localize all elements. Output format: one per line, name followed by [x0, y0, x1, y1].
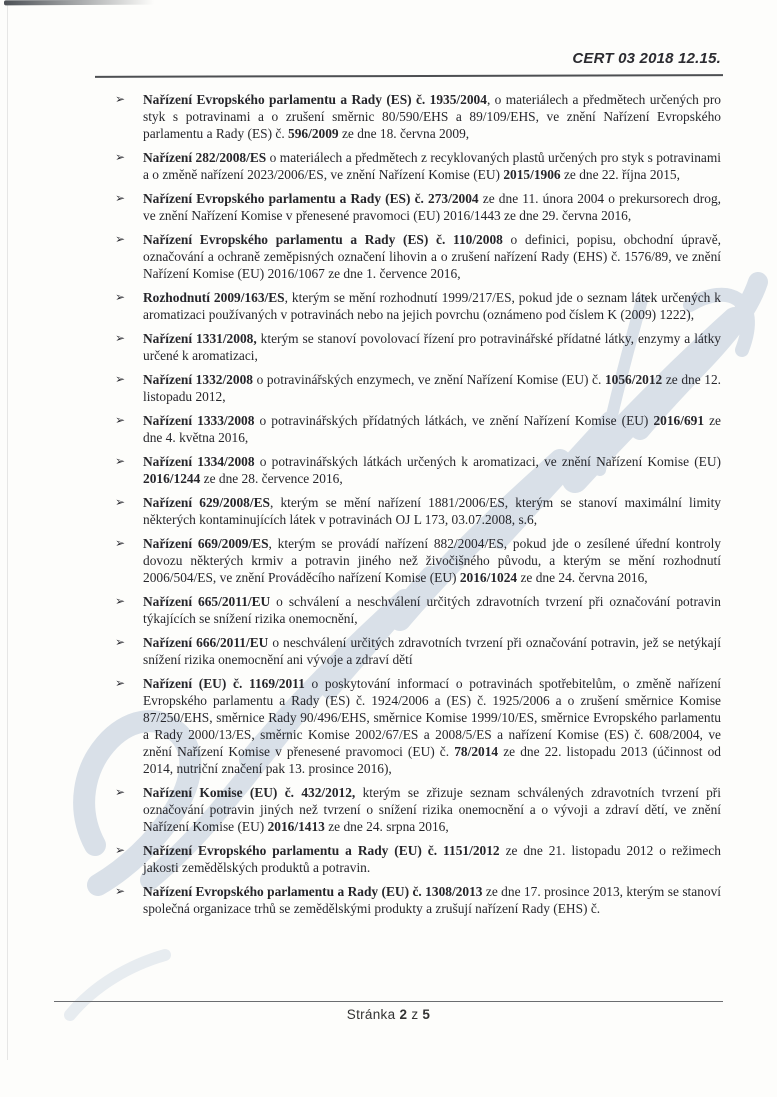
list-item	[115, 231, 721, 282]
arrow-bullet-icon: ➢	[115, 191, 126, 205]
arrow-bullet-icon: ➢	[115, 635, 126, 649]
list-item-text: Nařízení Evropského parlamentu a Rady (ES) č. 1935/2004, o materiálech a předmětech určených pro styk s potravinami a o zrušení směrnic 80/590/EHS a 89/109/EHS, ve znění Nařízení Evropského parlamentu a Rady (ES) č. 596/2009 ze dne 18. června 2009,	[143, 92, 721, 141]
arrow-bullet-icon: ➢	[115, 454, 126, 468]
list-item	[115, 593, 721, 627]
list-item	[115, 675, 721, 777]
arrow-bullet-icon: ➢	[115, 884, 126, 898]
list-item-text: Nařízení 666/2011/EU o neschválení určitých zdravotních tvrzení při označování potravin, jež se netýkají snížení rizika onemocnění ani vývoje a zdraví dětí	[143, 635, 721, 667]
list-item	[115, 883, 722, 917]
arrow-bullet-icon: ➢	[115, 290, 126, 304]
list-item	[115, 634, 721, 668]
list-item	[115, 535, 721, 586]
list-item-text: Nařízení 282/2008/ES o materiálech a předmětech z recyklovaných plastů určených pro styk s potravinami a o změně nařízení 2023/2006/ES, ve znění Nařízení Komise (EU) 2015/1906 ze dne 22. října 2015,	[143, 150, 721, 182]
arrow-bullet-icon: ➢	[115, 150, 126, 164]
list-item	[115, 149, 721, 183]
header-rule	[95, 74, 723, 78]
arrow-bullet-icon: ➢	[115, 331, 126, 345]
arrow-bullet-icon: ➢	[115, 232, 126, 246]
document-code: CERT 03 2018 12.15.	[572, 50, 721, 67]
list-item-text: Nařízení 669/2009/ES, kterým se provádí nařízení 882/2004/ES, pokud jde o zesílené úřední kontroly dovozu některých krmiv a potravin jiného než živočišného původu, a kterým se mění rozhodnutí 2006/504/ES, ve znění Prováděcího nařízení Komise (EU) 2016/1024 ze dne 24. června 2016,	[143, 536, 721, 585]
arrow-bullet-icon: ➢	[115, 594, 126, 608]
list-item-text: Nařízení 1332/2008 o potravinářských enzymech, ve znění Nařízení Komise (EU) č. 1056/2012 ze dne 12. listopadu 2012,	[143, 372, 721, 404]
arrow-bullet-icon: ➢	[115, 676, 126, 690]
list-item-text: Nařízení Evropského parlamentu a Rady (ES) č. 110/2008 o definici, popisu, obchodní úpravě, označování a ochraně zeměpisných označení lihovin a o zrušení nařízení Rady (EHS) č. 1576/89, ve znění Nařízení Komise (EU) 2016/1067 ze dne 1. července 2016,	[143, 232, 721, 281]
arrow-bullet-icon: ➢	[115, 536, 126, 550]
list-item	[115, 453, 721, 487]
arrow-bullet-icon: ➢	[115, 413, 126, 427]
list-item	[115, 784, 721, 835]
list-item-text: Nařízení 1331/2008, kterým se stanoví povolovací řízení pro potravinářské přídatné látky, enzymy a látky určené k aromatizaci,	[143, 331, 721, 363]
arrow-bullet-icon: ➢	[115, 372, 126, 386]
list-item-text: Nařízení (EU) č. 1169/2011 o poskytování informací o potravinách spotřebitelům, o změně nařízení Evropského parlamentu a Rady (ES) č. 1924/2006 a (ES) č. 1925/2006 a o zrušení směrnice Komise 87/250/EHS, směrnice Rady 90/496/EHS, směrnice Komise 1999/10/ES, směrnice Evropského parlamentu a Rady 2000/13/ES, směrnic Komise 2002/67/ES a 2008/5/ES a nařízení Komise (ES) č. 608/2004, ve znění Nařízení Komise v přenesené pravomoci (EU) č. 78/2014 ze dne 22. listopadu 2013 (účinnost od 2014, nutriční značení pak 13. prosince 2016),	[143, 676, 721, 776]
list-item-text: Nařízení Evropského parlamentu a Rady (EU) č. 1308/2013 ze dne 17. prosince 2013, kterým se stanoví společná organizace trhů se zemědělskými produkty a zrušují nařízení Rady (EHS) č.	[143, 884, 722, 916]
list-item-text: Nařízení Komise (EU) č. 432/2012, kterým se zřizuje seznam schválených zdravotních tvrzení při označování potravin jiných než tvrzení o snížení rizika onemocnění a o vývoji a zdraví dětí, ve znění Nařízení Komise (EU) 2016/1413 ze dne 24. srpna 2016,	[143, 785, 721, 834]
list-item-text: Nařízení 665/2011/EU o schválení a neschválení určitých zdravotních tvrzení při označování potravin týkajících se snížení rizika onemocnění,	[143, 594, 721, 626]
list-item	[115, 412, 721, 446]
list-item	[115, 91, 721, 142]
list-item	[115, 842, 721, 876]
list-item-text: Nařízení 1334/2008 o potravinářských látkách určených k aromatizaci, ve znění Nařízení Komise (EU) 2016/1244 ze dne 28. července 2016,	[143, 454, 721, 486]
page-number: Stránka 2 z 5	[346, 1007, 431, 1022]
list-item-text: Nařízení 629/2008/ES, kterým se mění nařízení 1881/2006/ES, kterým se stanoví maximální limity některých kontaminujících látek v potravinách OJ L 173, 03.07.2008, s.6,	[143, 495, 721, 527]
arrow-bullet-icon: ➢	[115, 785, 126, 799]
list-item-text: Rozhodnutí 2009/163/ES, kterým se mění rozhodnutí 1999/217/ES, pokud jde o seznam látek určených k aromatizaci používaných v potravinách nebo na jejich povrchu (oznámeno pod číslem K (2009) 1222),	[143, 290, 721, 322]
list-item	[115, 371, 721, 405]
arrow-bullet-icon: ➢	[115, 495, 126, 509]
arrow-bullet-icon: ➢	[115, 92, 126, 106]
list-item	[115, 289, 721, 323]
list-item-text: Nařízení 1333/2008 o potravinářských přídatných látkách, ve znění Nařízení Komise (EU) 2016/691 ze dne 4. května 2016,	[143, 413, 721, 445]
arrow-bullet-icon: ➢	[115, 843, 126, 857]
regulations-list	[115, 91, 722, 924]
list-item	[115, 330, 721, 364]
list-item-text: Nařízení Evropského parlamentu a Rady (EU) č. 1151/2012 ze dne 21. listopadu 2012 o režimech jakosti zemědělských produktů a potravin.	[143, 843, 721, 875]
list-item-text: Nařízení Evropského parlamentu a Rady (ES) č. 273/2004 ze dne 11. února 2004 o prekursorech drog, ve znění Nařízení Komise v přenesené pravomoci (EU) 2016/1443 ze dne 29. června 2016,	[143, 191, 721, 223]
footer-rule	[54, 1001, 723, 1002]
list-item	[115, 190, 721, 224]
list-item	[115, 494, 721, 528]
